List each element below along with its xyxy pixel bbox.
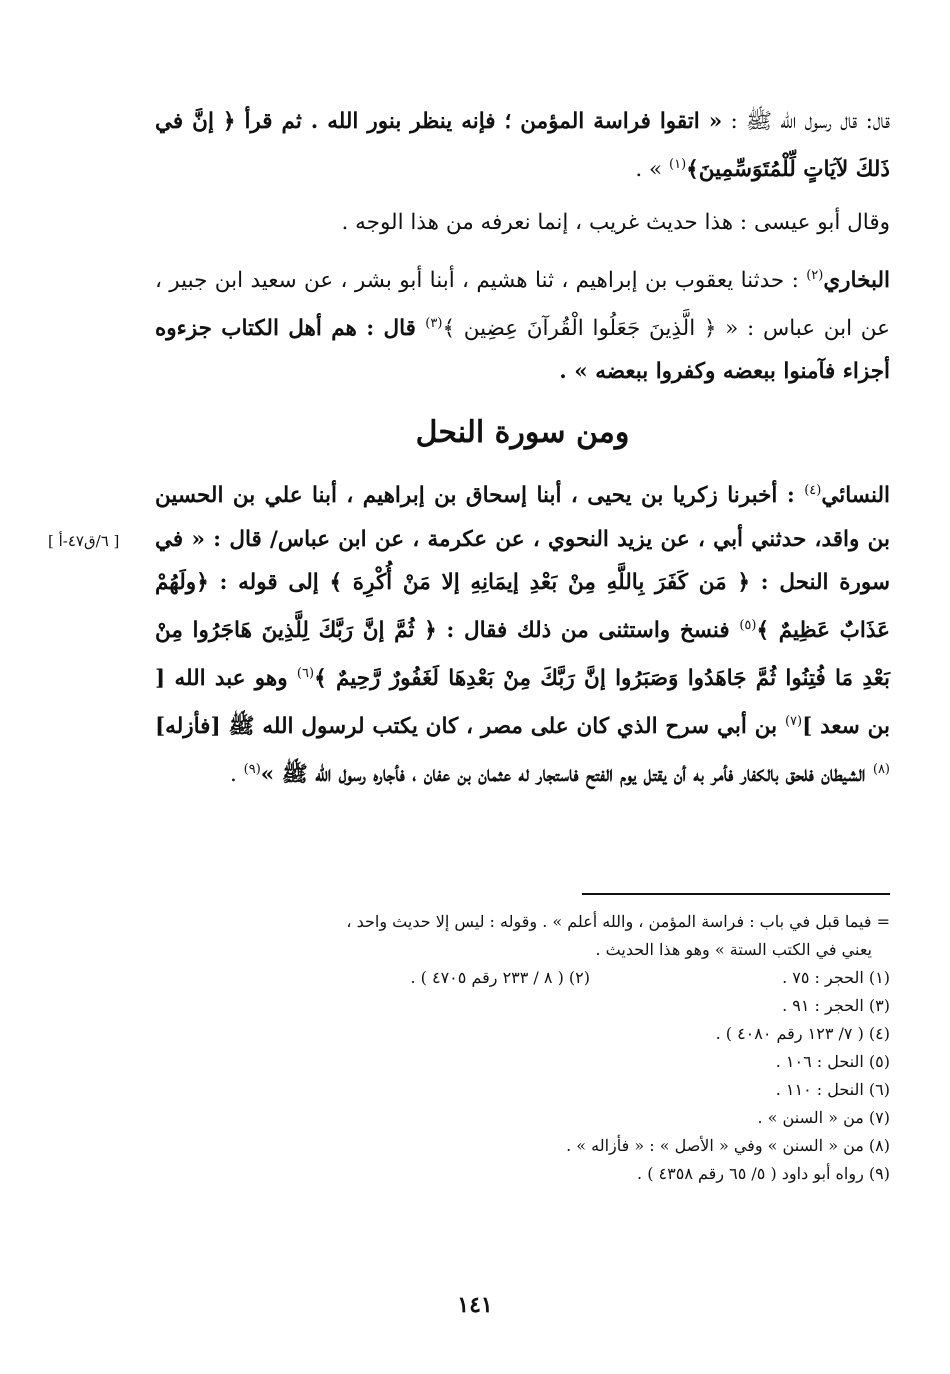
p4-chain: : أخبرنا زكريا بن يحيى ، أبنا إسحاق بن إبراهيم ، أبنا علي بن الحسين بن واقد، حدثني أبي ، عن يزيد النحوي ، عن عكرمة ، عن ابن عباس/ قال : « في سورة النحل : ﴿ مَن كَفَرَ بِاللَّهِ مِنْ بَعْدِ إيمَانِهِ إلا مَنْ أُكْرِهَ ﴾ إلى قوله : ﴿ولَهُمْ عَذَابٌ عَظِيمٌ ﴾	[155, 483, 890, 643]
paragraph-2: وقال أبو عيسى : هذا حديث غريب ، إنما نعرفه من هذا الوجه .	[341, 210, 890, 236]
p4-end: الشيطان فلحق بالكفار فأمر به أن يقتل يوم الفتح فاستجار له عثمان بن عفان ، فأجاره رسول الله ﷺ »	[260, 762, 873, 788]
footnote-1: (١) الحجر : ٧٥ .	[782, 968, 890, 987]
paragraph-1	[155, 100, 890, 191]
manuscript-folio-note: [ ٦/ق٤٧-أ ]	[48, 532, 120, 550]
paragraph-4	[155, 469, 890, 796]
footnotes	[155, 908, 890, 1188]
footnote-9: (٩) رواه أبو داود ( ٥/ ٦٥ رقم ٤٣٥٨ ) .	[637, 1164, 890, 1183]
footnote-ref-2: (٢)	[806, 268, 824, 284]
p3-source: البخاري	[823, 268, 890, 294]
p4-person: وهو عبد الله [ بن سعد ]	[155, 665, 890, 740]
footnote-divider	[582, 893, 890, 895]
footnote-ref-9: (٩)	[243, 762, 261, 778]
p4-source: النسائي	[821, 483, 890, 509]
main-text	[155, 100, 890, 806]
footnote-7: (٧) من « السنن » .	[757, 1108, 890, 1127]
footnote-ref-6: (٦)	[296, 665, 315, 681]
p3-chain: : حدثنا يعقوب بن إبراهيم ، ثنا هشيم ، أبنا أبو بشر ، عن سعيد ابن جبير ، عن ابن عباس : « ﴿ الَّذِينَ جَعَلُوا الْقُرآنَ عِضِين ﴾	[155, 268, 890, 342]
footnote-8: (٨) من « السنن » وفي « الأصل » : « فأزاله » .	[566, 1136, 890, 1155]
footnote-ref-1: (١)	[669, 157, 687, 172]
paragraph-3	[155, 254, 890, 393]
footnote-ref-7: (٧)	[784, 713, 803, 729]
p3-text: قال : هم أهل الكتاب جزءوه أجزاء فآمنوا ببعضه وكفروا ببعضه » .	[155, 316, 890, 385]
footnote-row-1-2	[155, 964, 890, 992]
footnote-3: (٣) الحجر : ٩١ .	[782, 996, 890, 1015]
footnote-continuation-2: يعني في الكتب الستة » وهو هذا الحديث .	[595, 940, 872, 959]
p1-intro: قال: قال رسول الله ﷺ :	[730, 109, 890, 134]
footnote-2: (٢) ( ٨ / ٢٣٣ رقم ٤٧٠٥ ) .	[410, 968, 590, 987]
p4-abrogation: فنسخ واستثنى من ذلك فقال : ﴿ ثُمَّ إنَّ رَبَّكَ لِلَّذِينَ هَاجَرُوا مِنْ بَعْدِ مَا فُتِنُوا ثُمَّ جَاهَدُوا وَصَبَرُوا إنَّ رَبَّكَ مِنْ بَعْدِهَا لَغَفُورٌ رَّحِيمٌ ﴾	[155, 617, 890, 691]
footnote-6: (٦) النحل : ١١٠ .	[775, 1080, 890, 1099]
footnote-ref-4: (٤)	[804, 483, 822, 499]
footnote-4: (٤) ( ٧/ ١٢٣ رقم ٤٠٨٠ ) .	[715, 1024, 890, 1043]
footnote-ref-3: (٣)	[425, 316, 443, 332]
page-number: ١٤١	[457, 1292, 493, 1318]
footnote-ref-8: (٨)	[872, 762, 890, 778]
section-heading: ومن سورة النحل	[415, 415, 630, 451]
p4-story: بن أبي سرح الذي كان على مصر ، كان يكتب لرسول الله ﷺ [فأزله]	[155, 714, 785, 740]
footnote-ref-5: (٥)	[739, 617, 757, 633]
p1-end: » .	[635, 157, 670, 183]
p4-period: .	[229, 762, 244, 788]
footnote-5: (٥) النحل : ١٠٦ .	[775, 1052, 890, 1071]
p1-hadith: « اتقوا فراسة المؤمن ؛ فإنه ينظر بنور الله . ثم قرأ ﴿ إنَّ في ذَلكَ لآيَاتٍ لِّلْمُتَوَسِّمِينَ﴾	[155, 109, 890, 183]
footnote-continuation-1: = فيما قبل في باب : فراسة المؤمن ، والله أعلم » . وقوله : ليس إلا حديث واحد ،	[346, 912, 890, 931]
